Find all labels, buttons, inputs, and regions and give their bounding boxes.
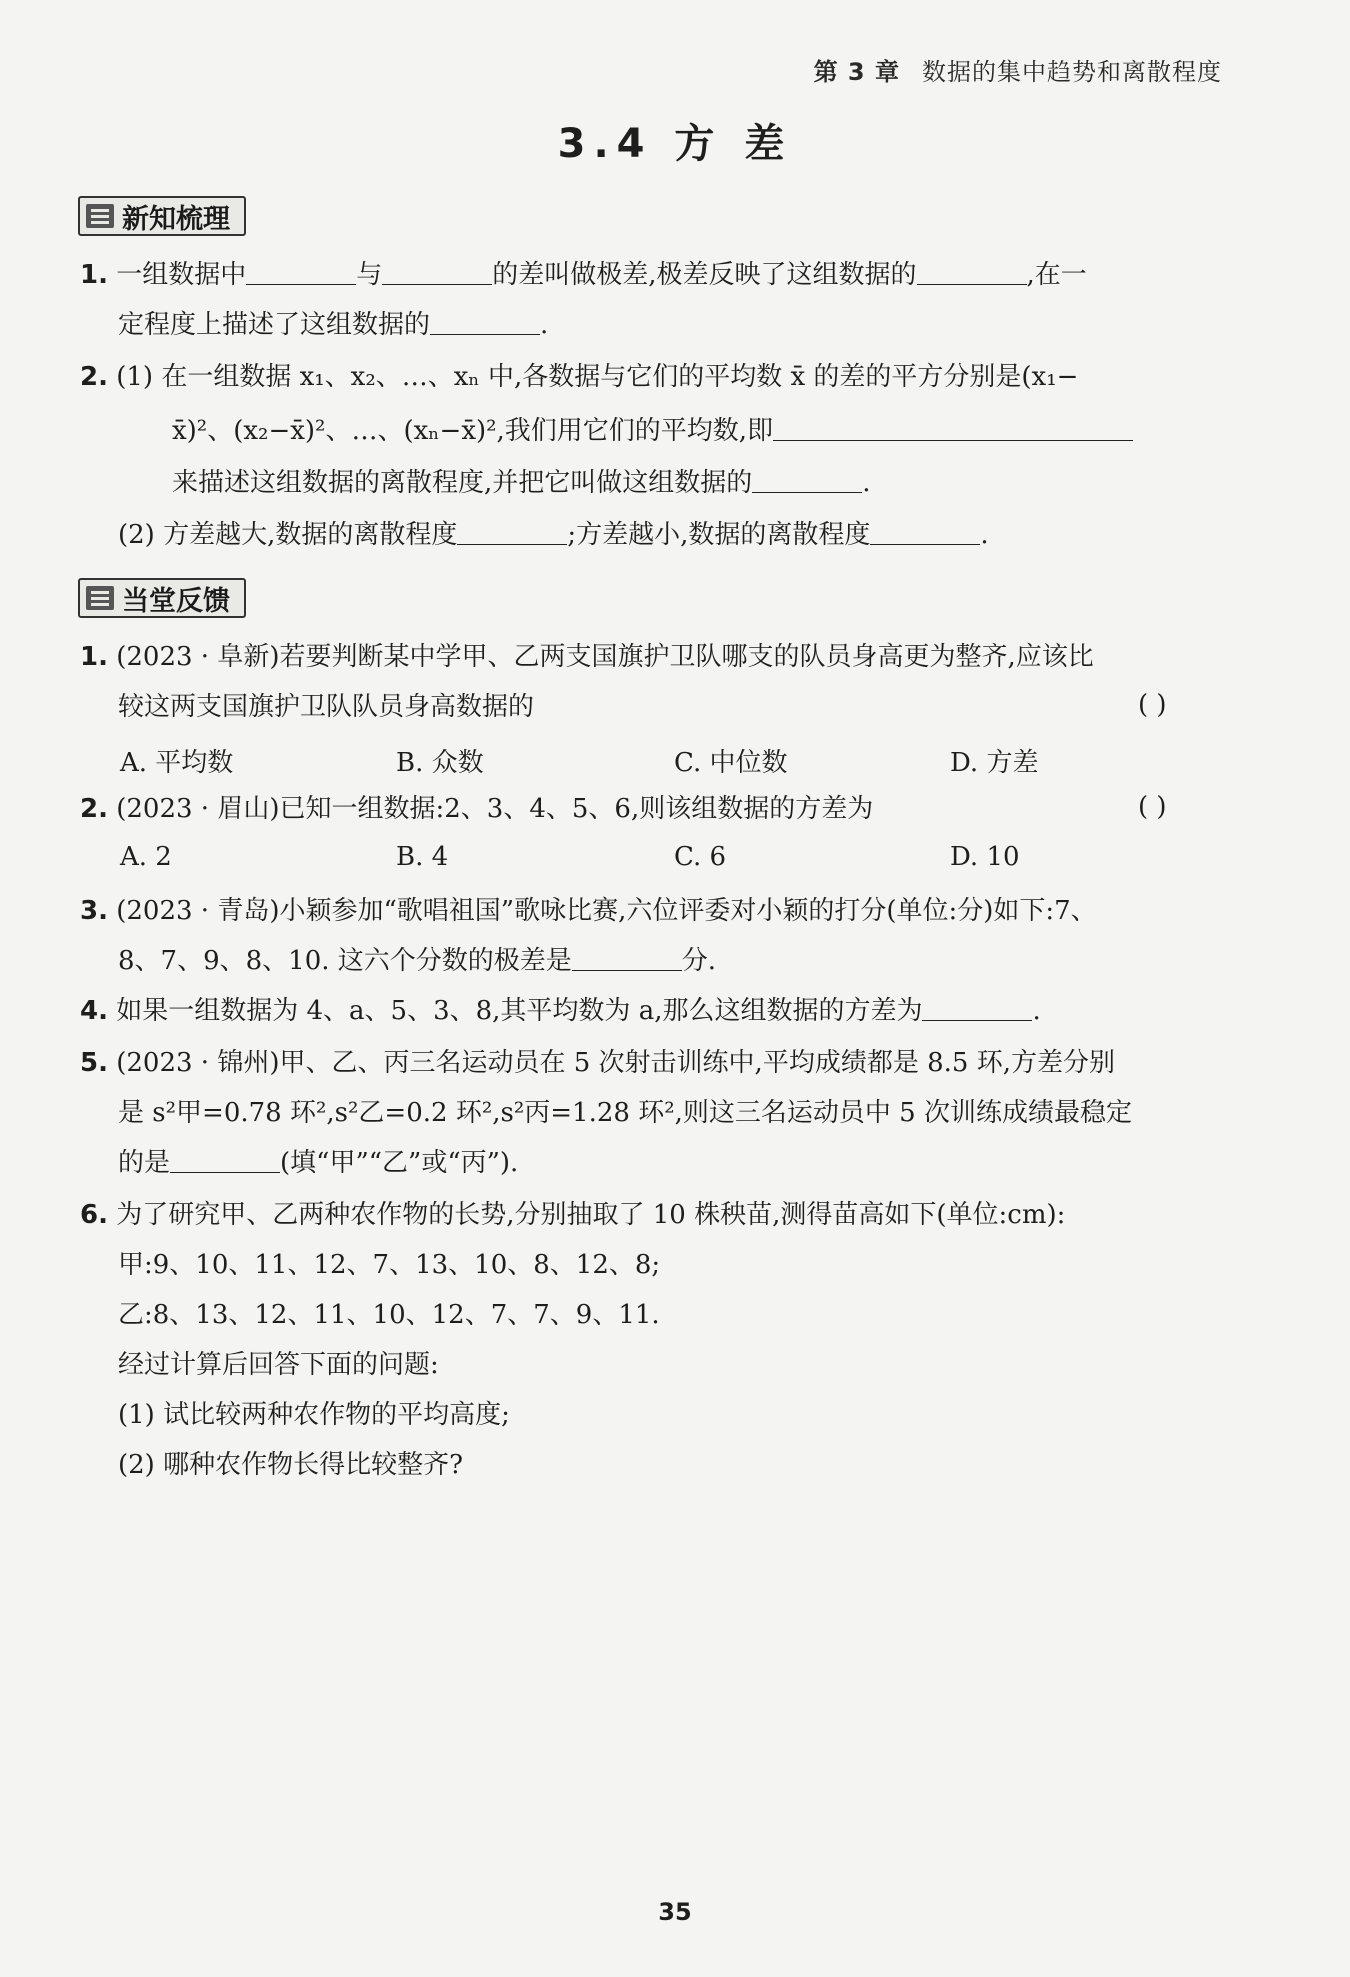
section-label: 当堂反馈 bbox=[122, 585, 230, 617]
s2-q6-sub1: (1) 试比较两种农作物的平均高度; bbox=[118, 1400, 510, 1430]
section-new-knowledge bbox=[78, 196, 246, 236]
s2-q6-data-b: 乙:8、13、12、11、10、12、7、7、9、11. bbox=[118, 1300, 660, 1330]
section-label: 新知梳理 bbox=[122, 203, 230, 235]
option-b: B. 4 bbox=[396, 842, 449, 872]
blank bbox=[382, 258, 492, 285]
s2-q5-line2: 是 s²甲=0.78 环²,s²乙=0.2 环²,s²丙=1.28 环²,则这三名运动员中 5 次训练成绩最稳定 bbox=[118, 1098, 1132, 1128]
option-a: A. 平均数 bbox=[120, 748, 234, 778]
blank bbox=[773, 414, 1133, 441]
blank bbox=[572, 944, 682, 971]
pencil-icon bbox=[86, 586, 114, 610]
book-icon bbox=[86, 204, 114, 228]
running-header bbox=[814, 52, 1222, 87]
s2-q1-line2: 较这两支国旗护卫队队员身高数据的 bbox=[118, 692, 535, 722]
option-b: B. 众数 bbox=[396, 748, 484, 778]
blank bbox=[457, 518, 567, 545]
s1-q2-line3: 来描述这组数据的离散程度,并把它叫做这组数据的 . bbox=[172, 468, 871, 498]
s2-q3-line2: 8、7、9、8、10. 这六个分数的极差是 分. bbox=[118, 946, 717, 976]
blank bbox=[922, 994, 1032, 1021]
s2-q1-line1: 1. (2023 · 阜新)若要判断某中学甲、乙两支国旗护卫队哪支的队员身高更为整齐,应该比 bbox=[80, 642, 1094, 672]
s2-q6-data-a: 甲:9、10、11、12、7、13、10、8、12、8; bbox=[118, 1250, 661, 1280]
s1-q2-line1: 2. (1) 在一组数据 x₁、x₂、…、xₙ 中,各数据与它们的平均数 x̄ 的差的平方分别是(x₁− bbox=[80, 362, 1079, 392]
option-d: D. 方差 bbox=[950, 748, 1039, 778]
chapter-title: 数据的集中趋势和离散程度 bbox=[922, 58, 1222, 86]
blank bbox=[917, 258, 1027, 285]
s2-q6-line1: 6. 为了研究甲、乙两种农作物的长势,分别抽取了 10 株秧苗,测得苗高如下(单位:cm): bbox=[80, 1200, 1066, 1230]
s2-q6-sub2: (2) 哪种农作物长得比较整齐? bbox=[118, 1450, 464, 1480]
s2-q3-line1: 3. (2023 · 青岛)小颖参加“歌唱祖国”歌咏比赛,六位评委对小颖的打分(单位:分)如下:7、 bbox=[80, 896, 1097, 926]
blank bbox=[246, 258, 356, 285]
s1-q2-line2: x̄)²、(x₂−x̄)²、…、(xₙ−x̄)²,我们用它们的平均数,即 bbox=[172, 414, 1133, 448]
option-a: A. 2 bbox=[120, 842, 172, 872]
chapter-number: 第 3 章 bbox=[813, 58, 900, 86]
option-c: C. 6 bbox=[674, 842, 727, 872]
blank bbox=[430, 308, 540, 335]
option-c: C. 中位数 bbox=[674, 748, 788, 778]
s1-q1-line2: 定程度上描述了这组数据的 . bbox=[118, 310, 549, 340]
answer-paren: ( ) bbox=[1138, 690, 1167, 720]
s1-q1-line1: 1. 一组数据中 与 的差叫做极差,极差反映了这组数据的 ,在一 bbox=[80, 260, 1087, 290]
section-feedback bbox=[78, 578, 246, 618]
s2-q4: 4. 如果一组数据为 4、a、5、3、8,其平均数为 a,那么这组数据的方差为 . bbox=[80, 996, 1041, 1026]
page-title: 3.4 方 差 bbox=[557, 121, 793, 167]
s2-q6-prompt: 经过计算后回答下面的问题: bbox=[118, 1350, 439, 1380]
s2-q5-line1: 5. (2023 · 锦州)甲、乙、丙三名运动员在 5 次射击训练中,平均成绩都是 8.5 环,方差分别 bbox=[80, 1048, 1115, 1078]
answer-paren: ( ) bbox=[1138, 792, 1167, 822]
option-d: D. 10 bbox=[950, 842, 1020, 872]
blank bbox=[170, 1146, 280, 1173]
s1-q2-line4: (2) 方差越大,数据的离散程度 ;方差越小,数据的离散程度 . bbox=[118, 520, 989, 550]
page-number: 35 bbox=[658, 1898, 692, 1926]
blank bbox=[752, 466, 862, 493]
s2-q2-line1: 2. (2023 · 眉山)已知一组数据:2、3、4、5、6,则该组数据的方差为 bbox=[80, 794, 874, 824]
s2-q5-line3: 的是 (填“甲”“乙”或“丙”). bbox=[118, 1148, 519, 1178]
blank bbox=[870, 518, 980, 545]
